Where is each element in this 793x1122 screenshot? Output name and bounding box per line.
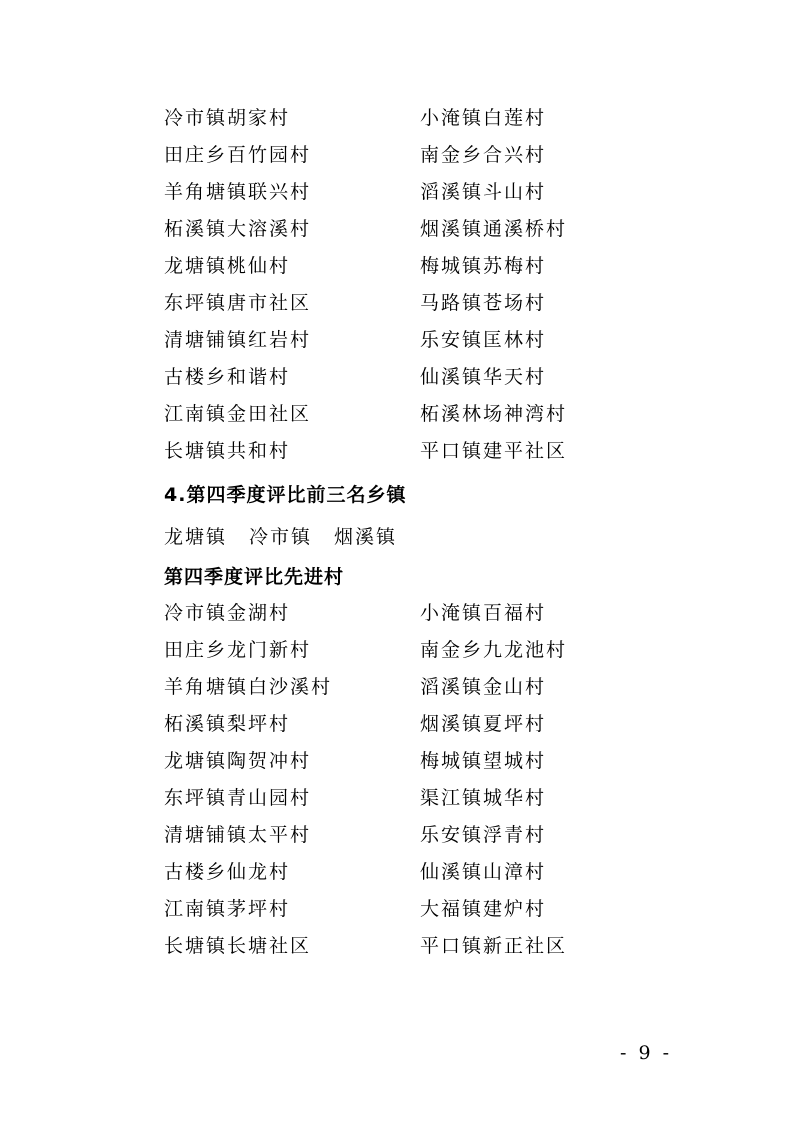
village-name: 柘溪镇大溶溪村 <box>164 218 312 240</box>
list-row <box>0 396 793 433</box>
list-row <box>0 780 793 817</box>
village-name: 东坪镇青山园村 <box>164 787 312 809</box>
list-row <box>0 322 793 359</box>
village-name: 田庄乡百竹园村 <box>164 144 312 166</box>
list-row <box>0 706 793 743</box>
village-name: 江南镇金田社区 <box>164 403 312 425</box>
town-name: 龙塘镇 <box>164 526 228 548</box>
village-name: 羊角塘镇联兴村 <box>164 181 312 203</box>
village-name: 乐安镇匡林村 <box>420 329 547 351</box>
village-name: 乐安镇浮青村 <box>420 824 547 846</box>
village-name: 马路镇苍场村 <box>420 292 547 314</box>
village-name: 龙塘镇陶贺冲村 <box>164 750 312 772</box>
top-towns <box>164 519 419 556</box>
list-row <box>0 359 793 396</box>
town-name: 烟溪镇 <box>334 526 398 548</box>
list-row <box>0 743 793 780</box>
village-name: 大福镇建炉村 <box>420 898 547 920</box>
village-name: 南金乡九龙池村 <box>420 639 568 661</box>
village-name: 梅城镇苏梅村 <box>420 255 547 277</box>
village-name: 平口镇新正社区 <box>420 935 568 957</box>
village-name: 羊角塘镇白沙溪村 <box>164 676 333 698</box>
list-row <box>0 100 793 137</box>
list-row <box>0 669 793 706</box>
section-subheading: 第四季度评比先进村 <box>164 566 345 588</box>
list-row <box>0 433 793 470</box>
town-name: 冷市镇 <box>249 526 313 548</box>
village-name: 梅城镇望城村 <box>420 750 547 772</box>
page-number: - 9 - <box>620 1042 673 1064</box>
village-name: 清塘铺镇太平村 <box>164 824 312 846</box>
list-row <box>0 817 793 854</box>
village-name: 烟溪镇夏坪村 <box>420 713 547 735</box>
village-name: 仙溪镇华天村 <box>420 366 547 388</box>
list-row <box>0 854 793 891</box>
village-name: 龙塘镇桃仙村 <box>164 255 291 277</box>
village-name: 古楼乡和谐村 <box>164 366 291 388</box>
village-name: 渠江镇城华村 <box>420 787 547 809</box>
village-name: 江南镇茅坪村 <box>164 898 291 920</box>
list-row <box>0 595 793 632</box>
village-name: 烟溪镇通溪桥村 <box>420 218 568 240</box>
village-name: 田庄乡龙门新村 <box>164 639 312 661</box>
list-row <box>0 891 793 928</box>
village-name: 小淹镇白莲村 <box>420 107 547 129</box>
section-heading: 4.第四季度评比前三名乡镇 <box>164 484 407 506</box>
village-name: 冷市镇胡家村 <box>164 107 291 129</box>
list-row <box>0 928 793 965</box>
village-name: 平口镇建平社区 <box>420 440 568 462</box>
list-row <box>0 285 793 322</box>
village-name: 小淹镇百福村 <box>420 602 547 624</box>
village-name: 柘溪镇梨坪村 <box>164 713 291 735</box>
list-row <box>0 211 793 248</box>
village-name: 清塘铺镇红岩村 <box>164 329 312 351</box>
list-row <box>0 137 793 174</box>
village-name: 长塘镇共和村 <box>164 440 291 462</box>
village-name: 仙溪镇山漳村 <box>420 861 547 883</box>
village-name: 滔溪镇金山村 <box>420 676 547 698</box>
list-row <box>0 632 793 669</box>
village-name: 冷市镇金湖村 <box>164 602 291 624</box>
village-name: 柘溪林场神湾村 <box>420 403 568 425</box>
village-name: 南金乡合兴村 <box>420 144 547 166</box>
list-row <box>0 248 793 285</box>
village-name: 长塘镇长塘社区 <box>164 935 312 957</box>
village-name: 古楼乡仙龙村 <box>164 861 291 883</box>
list-row <box>0 174 793 211</box>
village-name: 东坪镇唐市社区 <box>164 292 312 314</box>
village-name: 滔溪镇斗山村 <box>420 181 547 203</box>
